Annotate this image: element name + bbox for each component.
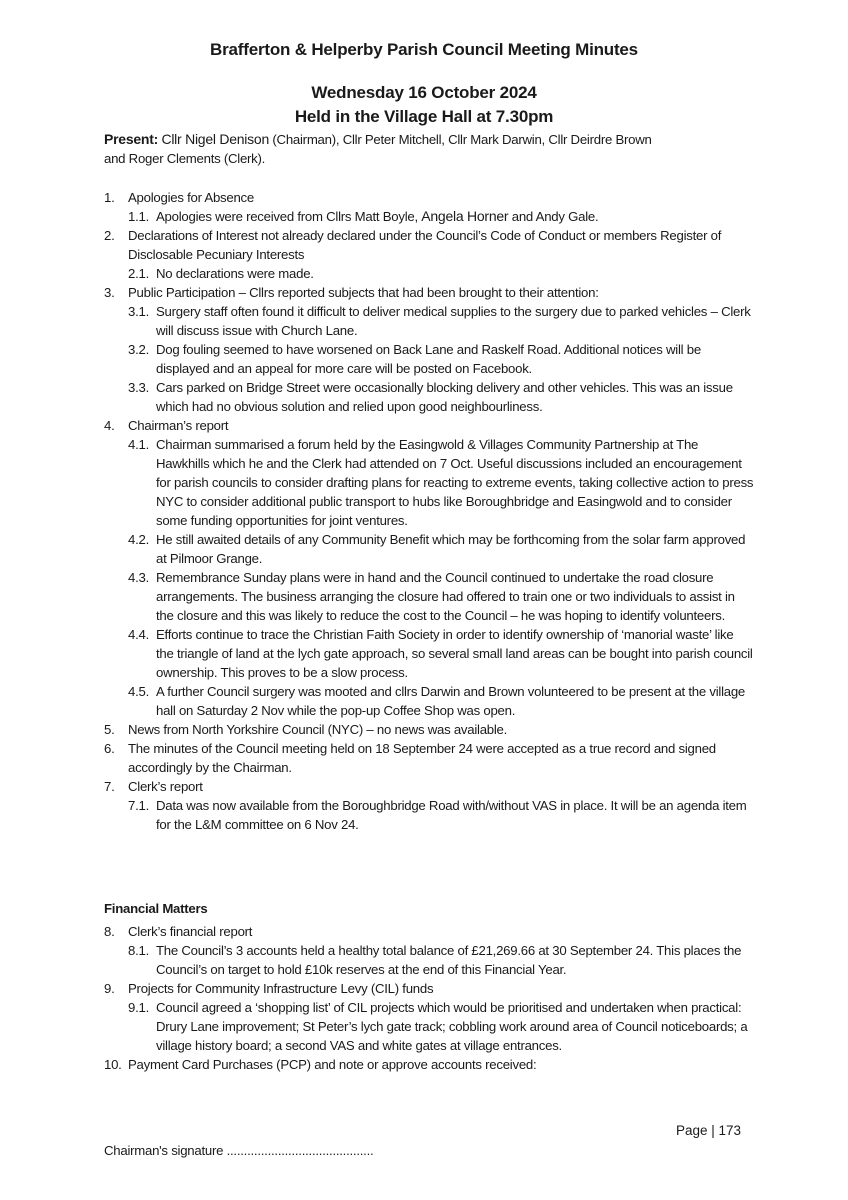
agenda-item-4-5 [104, 682, 754, 720]
agenda-item-3-1 [104, 302, 754, 340]
item-number: 9.1. [128, 1000, 149, 1015]
item-number: 1.1. [128, 209, 149, 224]
agenda-item-2 [104, 226, 754, 264]
item-text-part: Apologies were received from Cllrs Matt Boyle, [156, 209, 422, 224]
item-text: Dog fouling seemed to have worsened on Back Lane and Raskelf Road. Additional notices will be displayed and an appeal for more care will be posted on Facebook. [156, 342, 701, 376]
item-number: 8. [104, 924, 115, 939]
item-number: 3.1. [128, 304, 149, 319]
page-number: Page | 173 [676, 1123, 742, 1138]
agenda-item-9 [104, 979, 754, 998]
agenda-item-3-3 [104, 378, 754, 416]
meeting-venue: Held in the Village Hall at 7.30pm [294, 107, 554, 126]
item-number: 3.3. [128, 380, 149, 395]
item-text: Clerk’s financial report [128, 924, 253, 939]
item-number: 3. [104, 285, 115, 300]
meeting-date: Wednesday 16 October 2024 [311, 83, 537, 102]
agenda-item-4-4 [104, 625, 754, 682]
agenda-list [104, 188, 754, 834]
item-number: 7. [104, 779, 115, 794]
item-number: 5. [104, 722, 115, 737]
item-text: Clerk’s report [128, 779, 203, 794]
item-number: 4.5. [128, 684, 149, 699]
item-number: 6. [104, 741, 115, 756]
agenda-item-5 [104, 720, 754, 739]
item-text: News from North Yorkshire Council (NYC) – no news was available. [128, 722, 508, 737]
item-text: Efforts continue to trace the Christian Faith Society in order to identify ownership of ‘manorial waste’ like the triangle of land at the lych gate approach, so several small land areas can be bought into parish council ownership. This proves to be a slow process. [156, 627, 753, 680]
item-text: Surgery staff often found it difficult to deliver medical supplies to the surgery due to parked vehicles – Clerk will discuss issue with Church Lane. [156, 304, 751, 338]
chairman-name: Cllr Nigel Denison [161, 131, 269, 147]
agenda-item-3-2 [104, 340, 754, 378]
item-text: The Council’s 3 accounts held a healthy total balance of £21,269.66 at 30 September 24. This places the Council’s on target to hold £10k reserves at the end of this Financial Year. [156, 943, 742, 977]
item-number: 2. [104, 228, 115, 243]
agenda-item-1-1 [104, 207, 754, 226]
agenda-item-6 [104, 739, 754, 777]
item-number: 4.4. [128, 627, 149, 642]
item-text [156, 207, 754, 226]
item-text: A further Council surgery was mooted and cllrs Darwin and Brown volunteered to be present at the village hall on Saturday 2 Nov while the pop-up Coffee Shop was open. [156, 684, 746, 718]
item-number: 4.2. [128, 532, 149, 547]
present-label: Present: [104, 131, 159, 147]
item-text-name: Angela Horner [421, 208, 509, 224]
agenda-item-2-1 [104, 264, 754, 283]
financial-matters-heading: Financial Matters [104, 901, 208, 916]
item-text: Projects for Community Infrastructure Levy (CIL) funds [128, 981, 434, 996]
attendees-line-1: (Chairman), Cllr Peter Mitchell, Cllr Mark Darwin, Cllr Deirdre Brown [269, 132, 652, 147]
item-text-part: and Andy Gale. [508, 209, 599, 224]
item-number: 3.2. [128, 342, 149, 357]
item-number: 7.1. [128, 798, 149, 813]
agenda-item-4-1 [104, 435, 754, 530]
item-text: Declarations of Interest not already declared under the Council’s Code of Conduct or members Register of Disclosable Pecuniary Interests [128, 228, 722, 262]
item-number: 10. [104, 1057, 122, 1072]
item-text: Public Participation – Cllrs reported subjects that had been brought to their attention: [128, 285, 599, 300]
agenda-item-9-1 [104, 998, 754, 1055]
document-title: Brafferton & Helperby Parish Council Meeting Minutes [210, 40, 638, 59]
agenda-item-10 [104, 1055, 754, 1074]
attendees-line-2: and Roger Clements (Clerk). [104, 151, 266, 166]
attendees-paragraph [104, 130, 754, 168]
item-text: Data was now available from the Boroughbridge Road with/without VAS in place. It will be an agenda item for the L&M committee on 6 Nov 24. [156, 798, 747, 832]
item-text: The minutes of the Council meeting held on 18 September 24 were accepted as a true record and signed accordingly by the Chairman. [128, 741, 716, 775]
item-number: 1. [104, 190, 115, 205]
item-text: No declarations were made. [156, 266, 314, 281]
agenda-item-4-3 [104, 568, 754, 625]
item-text: Cars parked on Bridge Street were occasionally blocking delivery and other vehicles. This was an issue which had no obvious solution and relied upon good neighbourliness. [156, 380, 733, 414]
agenda-item-8 [104, 922, 754, 941]
item-text: Apologies for Absence [128, 190, 254, 205]
item-text: Chairman summarised a forum held by the Easingwold & Villages Community Partnership at The Hawkhills which he and the Clerk had attended on 7 Oct. Useful discussions included an encouragement for parish councils to consider drafting plans for reacting to extreme events, taking collective action to press NYC to consider additional public transport to hubs like Boroughbridge and Easingwold and to consider some funding opportunities for joint ventures. [156, 437, 754, 528]
item-number: 2.1. [128, 266, 149, 281]
item-text: Chairman’s report [128, 418, 229, 433]
item-number: 9. [104, 981, 115, 996]
agenda-item-4-2 [104, 530, 754, 568]
agenda-item-7 [104, 777, 754, 796]
item-number: 4.1. [128, 437, 149, 452]
item-text: He still awaited details of any Community Benefit which may be forthcoming from the solar farm approved at Pilmoor Grange. [156, 532, 746, 566]
chairman-signature-line: Chairman's signature ........................................... [104, 1143, 374, 1158]
agenda-item-3 [104, 283, 754, 302]
agenda-item-4 [104, 416, 754, 435]
agenda-item-8-1 [104, 941, 754, 979]
item-number: 8.1. [128, 943, 149, 958]
item-text: Council agreed a ‘shopping list’ of CIL projects which would be prioritised and undertaken when practical: Drury Lane improvement; St Peter’s lych gate track; cobbling work around area of Council noticeboards; a village history board; a second VAS and white gates at village entrances. [156, 1000, 748, 1053]
financial-list [104, 922, 754, 1074]
agenda-item-7-1 [104, 796, 754, 834]
item-number: 4. [104, 418, 115, 433]
agenda-item-1 [104, 188, 754, 207]
item-text: Payment Card Purchases (PCP) and note or approve accounts received: [128, 1057, 537, 1072]
item-text: Remembrance Sunday plans were in hand and the Council continued to undertake the road closure arrangements. The business arranging the closure had offered to train one or two individuals to assist in the closure and this was likely to reduce the cost to the Council – he was hoping to identify volunteers. [156, 570, 735, 623]
item-number: 4.3. [128, 570, 149, 585]
